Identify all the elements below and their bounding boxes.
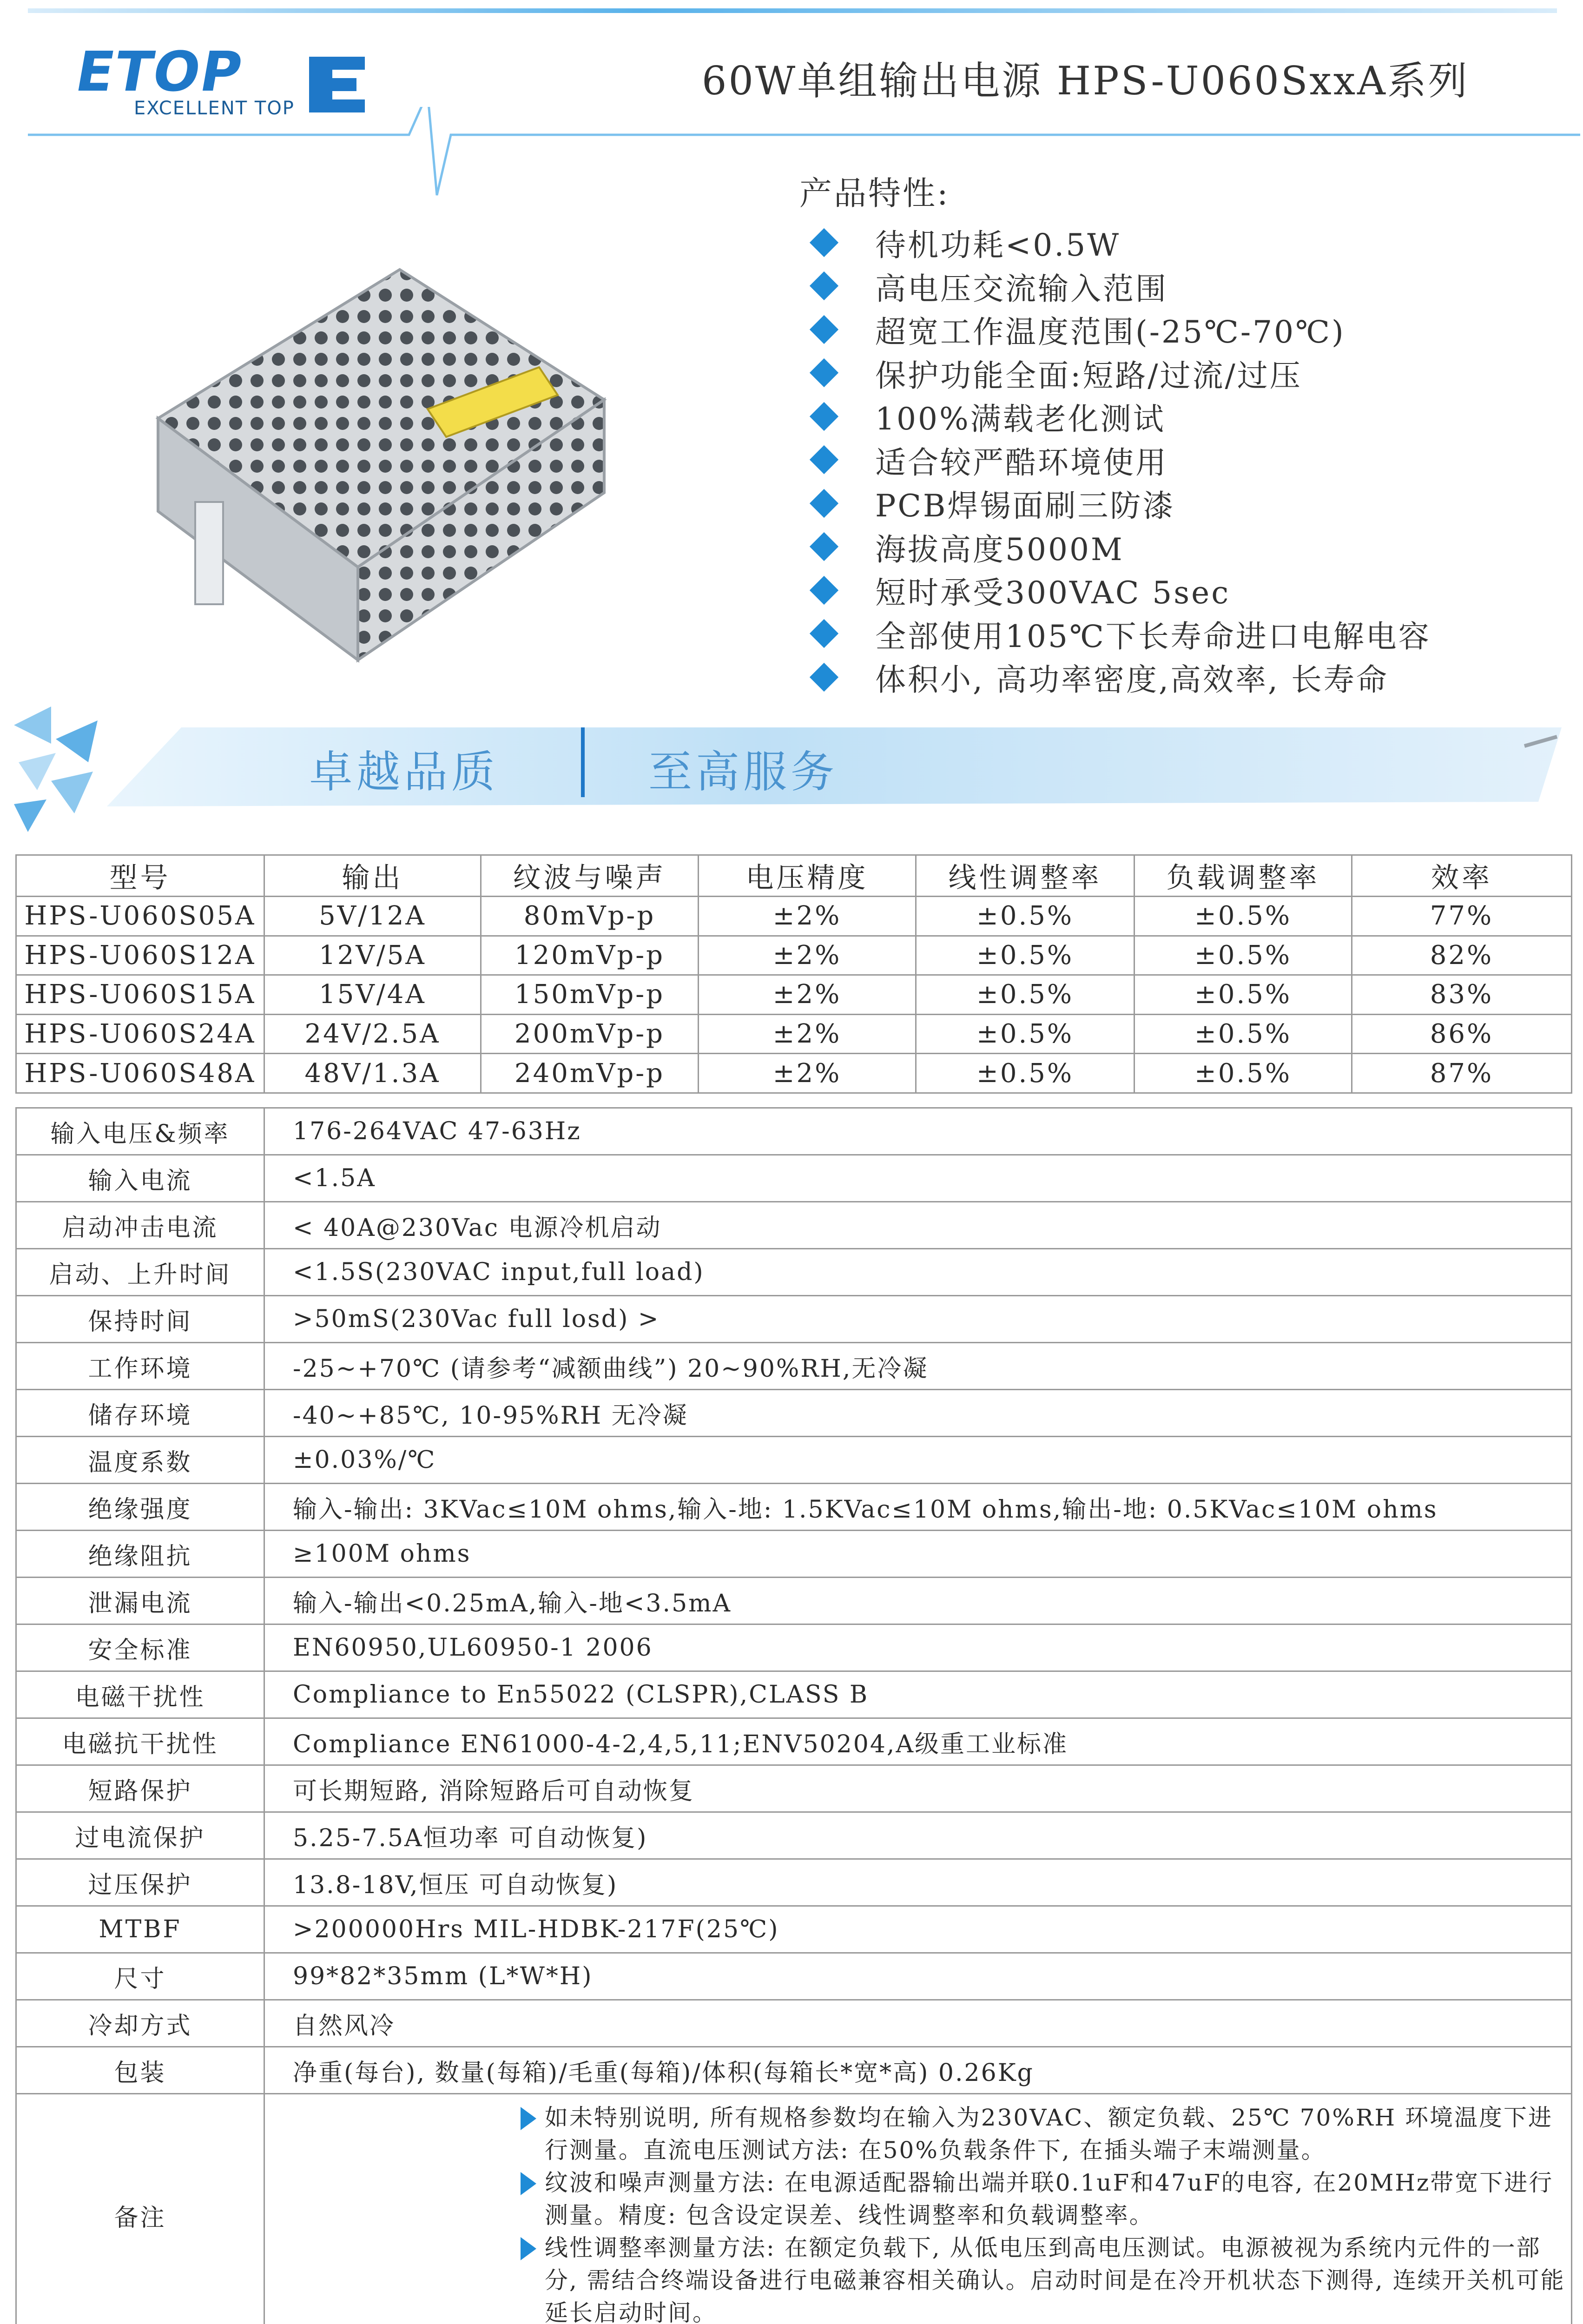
table-cell: ±0.5%: [1134, 936, 1352, 975]
spec-value: Compliance to En55022 (CLSPR),CLASS B: [264, 1671, 1572, 1718]
table-cell: ±0.5%: [916, 1014, 1134, 1054]
table-cell: ±2%: [699, 975, 916, 1015]
column-header: 效率: [1352, 855, 1572, 897]
spec-value: <1.5S(230VAC input,full load): [264, 1249, 1572, 1296]
spec-row: [16, 1812, 1572, 1859]
table-cell: ±0.5%: [1134, 897, 1352, 936]
spec-row: [16, 1202, 1572, 1249]
spec-value: >200000Hrs MIL-HDBK-217F(25℃): [264, 1906, 1572, 1953]
spec-label: 启动冲击电流: [16, 1202, 264, 1249]
feature-text: 100%满载老化测试: [875, 401, 1166, 437]
spec-label: 输入电流: [16, 1155, 264, 1202]
table-cell: ±2%: [699, 897, 916, 936]
spec-value: 自然风冷: [264, 2000, 1572, 2047]
feature-item: [811, 395, 1431, 438]
table-cell: ±0.5%: [916, 897, 1134, 936]
table-cell: ±2%: [699, 936, 916, 975]
spec-label: 启动、上升时间: [16, 1249, 264, 1296]
spec-row: [16, 1718, 1572, 1765]
spec-value: 净重(每台), 数量(每箱)/毛重(每箱)/体积(每箱长*宽*高) 0.26Kg: [264, 2047, 1572, 2094]
triangle-note-icon: [521, 2237, 536, 2260]
spec-value: 输入-输出: 3KVac≤10M ohms,输入-地: 1.5KVac≤10M ohms,输出-地: 0.5KVac≤10M ohms: [264, 1484, 1572, 1531]
spec-value: -25~+70℃ (请参考“减额曲线”) 20~90%RH,无冷凝: [264, 1343, 1572, 1390]
spec-value: 可长期短路, 消除短路后可自动恢复: [264, 1765, 1572, 1812]
spec-label: 电磁抗干扰性: [16, 1718, 264, 1765]
feature-text: 全部使用105℃下长寿命进口电解电容: [875, 618, 1431, 654]
spec-value: 99*82*35mm (L*W*H): [264, 1953, 1572, 2000]
diamond-bullet-icon: [810, 358, 838, 387]
table-cell: ±0.5%: [1134, 1014, 1352, 1054]
spec-value: -40~+85℃, 10-95%RH 无冷凝: [264, 1390, 1572, 1437]
table-cell: ±0.5%: [916, 936, 1134, 975]
spec-label: 储存环境: [16, 1390, 264, 1437]
spec-value: 13.8-18V,恒压 可自动恢复): [264, 1859, 1572, 1906]
spec-value: 输入-输出<0.25mA,输入-地<3.5mA: [264, 1578, 1572, 1624]
spec-row: [16, 1249, 1572, 1296]
table-cell: 77%: [1352, 897, 1572, 936]
spec-row: [16, 1953, 1572, 2000]
diamond-bullet-icon: [810, 228, 838, 257]
spec-row: [16, 1108, 1572, 1155]
notes-row: [16, 2094, 1572, 2324]
feature-item: [811, 482, 1431, 525]
table-cell: HPS-U060S12A: [16, 936, 264, 975]
feature-item: [811, 221, 1431, 264]
table-row: [16, 1054, 1572, 1093]
note-item: [521, 2166, 1571, 2232]
spec-label: 绝缘阻抗: [16, 1531, 264, 1578]
spec-label: 过电流保护: [16, 1812, 264, 1859]
spec-label: MTBF: [16, 1906, 264, 1953]
diamond-bullet-icon: [810, 402, 838, 431]
note-text: 如未特别说明, 所有规格参数均在输入为230VAC、额定负载、25℃ 70%RH 环境温度下进行测量。直流电压测试方法: 在50%负载条件下, 在插头端子末端测量。: [545, 2104, 1553, 2164]
feature-item: [811, 351, 1431, 395]
table-cell: HPS-U060S05A: [16, 897, 264, 936]
spec-row: [16, 2000, 1572, 2047]
table-row: [16, 1014, 1572, 1054]
slogan-service: 至高服务: [648, 747, 838, 798]
spec-row: [16, 1624, 1572, 1671]
column-header: 线性调整率: [916, 855, 1134, 897]
brand-logo-text: ETOP: [71, 40, 248, 104]
table-cell: ±0.5%: [916, 975, 1134, 1015]
table-cell: 48V/1.3A: [264, 1054, 481, 1093]
table-cell: 5V/12A: [264, 897, 481, 936]
table-cell: 87%: [1352, 1054, 1572, 1093]
table-cell: HPS-U060S15A: [16, 975, 264, 1015]
spec-label: 绝缘强度: [16, 1484, 264, 1531]
spec-label: 温度系数: [16, 1437, 264, 1484]
triangle-note-icon: [521, 2172, 536, 2195]
note-text: 线性调整率测量方法: 在额定负载下, 从低电压到高电压测试。电源被视为系统内元件的一部分, 需结合终端设备进行电磁兼容相关确认。启动时间是在冷开机状态下测得, 连续开关机可能延长启动时间。: [545, 2234, 1565, 2324]
spec-label: 泄漏电流: [16, 1578, 264, 1624]
diamond-bullet-icon: [810, 271, 838, 300]
table-cell: ±0.5%: [1134, 975, 1352, 1015]
table-cell: 12V/5A: [264, 936, 481, 975]
table-cell: 120mVp-p: [481, 936, 699, 975]
spec-label: 保持时间: [16, 1296, 264, 1343]
spec-row: [16, 1343, 1572, 1390]
table-cell: ±2%: [699, 1014, 916, 1054]
banner-triangles-icon: [9, 706, 102, 837]
diamond-bullet-icon: [810, 315, 838, 344]
feature-text: 体积小, 高功率密度,高效率, 长寿命: [875, 662, 1389, 698]
diamond-bullet-icon: [810, 576, 838, 605]
note-item: [521, 2232, 1571, 2324]
column-header: 纹波与噪声: [481, 855, 699, 897]
feature-text: 高电压交流输入范围: [875, 271, 1168, 307]
spec-row: [16, 1437, 1572, 1484]
spec-value: <1.5A: [264, 1155, 1572, 1202]
table-cell: HPS-U060S24A: [16, 1014, 264, 1054]
feature-item: [811, 438, 1431, 482]
spec-label: 工作环境: [16, 1343, 264, 1390]
table-cell: 83%: [1352, 975, 1572, 1015]
table-cell: 240mVp-p: [481, 1054, 699, 1093]
product-photo: [139, 242, 627, 688]
spec-row: [16, 1671, 1572, 1718]
brand-tagline: EXCELLENT TOP: [134, 98, 295, 119]
document-title: 60W单组输出电源 HPS-U060SxxA系列: [702, 58, 1469, 104]
features-heading: 产品特性:: [799, 174, 950, 212]
spec-value: Compliance EN61000-4-2,4,5,11;ENV50204,A级重工业标准: [264, 1718, 1572, 1765]
table-cell: 15V/4A: [264, 975, 481, 1015]
diamond-bullet-icon: [810, 532, 838, 561]
table-cell: 82%: [1352, 936, 1572, 975]
column-header: 型号: [16, 855, 264, 897]
feature-text: 海拔高度5000M: [875, 531, 1124, 568]
feature-item: [811, 308, 1431, 351]
table-row: [16, 897, 1572, 936]
feature-text: PCB焊锡面刷三防漆: [875, 488, 1175, 524]
column-header: 输出: [264, 855, 481, 897]
table-cell: 86%: [1352, 1014, 1572, 1054]
spec-value: ≥100M ohms: [264, 1531, 1572, 1578]
spec-value: < 40A@230Vac 电源冷机启动: [264, 1202, 1572, 1249]
column-header: 电压精度: [699, 855, 916, 897]
spec-value: >50mS(230Vac full losd) >: [264, 1296, 1572, 1343]
note-text: 纹波和噪声测量方法: 在电源适配器输出端并联0.1uF和47uF的电容, 在20MHz带宽下进行测量。精度: 包含设定误差、线性调整率和负载调整率。: [545, 2169, 1554, 2229]
table-cell: ±0.5%: [916, 1054, 1134, 1093]
triangle-note-icon: [521, 2107, 536, 2130]
spec-row: [16, 1155, 1572, 1202]
model-table: [15, 854, 1572, 1094]
model-table-header: [16, 855, 1572, 897]
feature-text: 保护功能全面:短路/过流/过压: [875, 357, 1302, 394]
feature-item: [811, 568, 1431, 612]
diamond-bullet-icon: [810, 663, 838, 692]
spec-row: [16, 1296, 1572, 1343]
table-cell: 24V/2.5A: [264, 1014, 481, 1054]
slogan-quality: 卓越品质: [309, 747, 499, 798]
feature-item: [811, 264, 1431, 308]
slogan-separator: [581, 727, 585, 797]
table-row: [16, 975, 1572, 1015]
feature-text: 待机功耗<0.5W: [875, 227, 1121, 264]
spec-value: EN60950,UL60950-1 2006: [264, 1624, 1572, 1671]
spec-table: [15, 1107, 1572, 2324]
notes-label: 备注: [16, 2094, 264, 2324]
table-cell: 200mVp-p: [481, 1014, 699, 1054]
feature-list: [811, 221, 1431, 699]
spec-row: [16, 1531, 1572, 1578]
spec-label: 短路保护: [16, 1765, 264, 1812]
spec-label: 输入电压&频率: [16, 1108, 264, 1155]
table-row: [16, 936, 1572, 975]
spec-label: 冷却方式: [16, 2000, 264, 2047]
spec-row: [16, 2047, 1572, 2094]
column-header: 负载调整率: [1134, 855, 1352, 897]
feature-text: 短时承受300VAC 5sec: [875, 575, 1231, 611]
spec-row: [16, 1765, 1572, 1812]
spec-label: 尺寸: [16, 1953, 264, 2000]
spec-value: 176-264VAC 47-63Hz: [264, 1108, 1572, 1155]
spec-row: [16, 1484, 1572, 1531]
feature-item: [811, 525, 1431, 569]
diamond-bullet-icon: [810, 619, 838, 648]
diamond-bullet-icon: [810, 445, 838, 474]
diamond-bullet-icon: [810, 489, 838, 518]
table-cell: HPS-U060S48A: [16, 1054, 264, 1093]
feature-text: 超宽工作温度范围(-25℃-70℃): [875, 314, 1346, 350]
spec-row: [16, 1578, 1572, 1624]
spec-label: 安全标准: [16, 1624, 264, 1671]
spec-label: 包装: [16, 2047, 264, 2094]
spec-label: 过压保护: [16, 1859, 264, 1906]
spec-row: [16, 1390, 1572, 1437]
spec-row: [16, 1906, 1572, 1953]
top-rule: [28, 8, 1557, 13]
feature-item: [811, 655, 1431, 699]
spec-label: 电磁干扰性: [16, 1671, 264, 1718]
table-cell: ±0.5%: [1134, 1054, 1352, 1093]
spec-value: 5.25-7.5A恒功率 可自动恢复): [264, 1812, 1572, 1859]
note-item: [521, 2101, 1571, 2166]
feature-text: 适合较严酷环境使用: [875, 444, 1168, 481]
table-cell: 80mVp-p: [481, 897, 699, 936]
table-cell: 150mVp-p: [481, 975, 699, 1015]
table-cell: ±2%: [699, 1054, 916, 1093]
notes-cell: [264, 2094, 1572, 2324]
feature-item: [811, 612, 1431, 656]
spec-row: [16, 1859, 1572, 1906]
spec-value: ±0.03%/℃: [264, 1437, 1572, 1484]
